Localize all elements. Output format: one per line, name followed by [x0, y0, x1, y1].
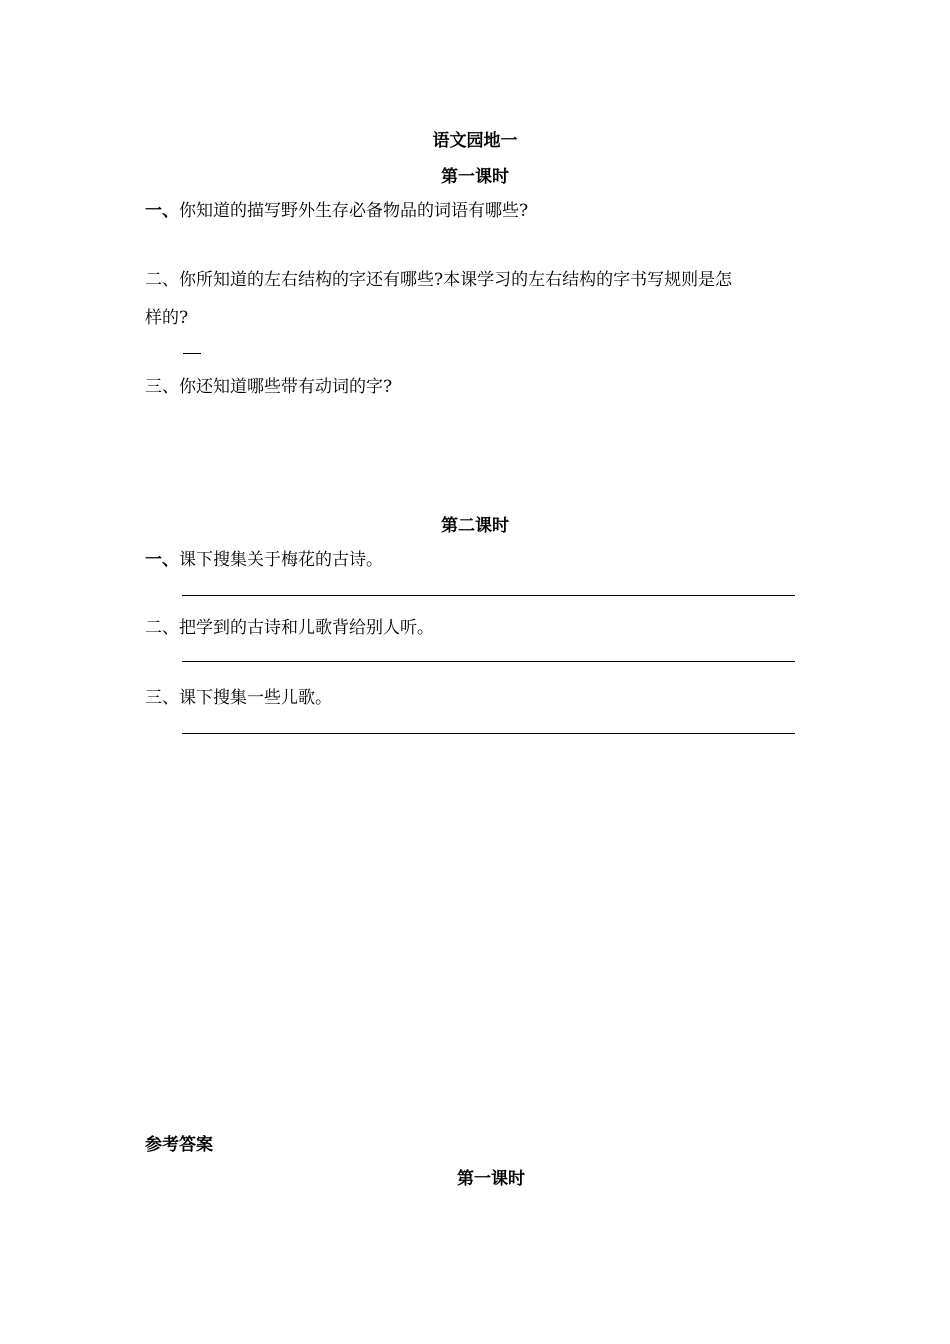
lesson2-question-1 — [145, 545, 383, 570]
question-text: 课下搜集关于梅花的古诗。 — [179, 550, 383, 570]
answer-line — [182, 733, 795, 734]
lesson1-question-2-line2: 样的? — [145, 308, 189, 328]
answers-heading: 参考答案 — [145, 1135, 213, 1155]
lesson1-question-1 — [145, 196, 528, 221]
answers-lesson1-heading: 第一课时 — [457, 1169, 525, 1189]
answer-blank-short — [183, 353, 201, 354]
lesson2-question-2: 二、把学到的古诗和儿歌背给别人听。 — [145, 618, 434, 638]
answer-line — [182, 595, 795, 596]
lesson2-heading: 第二课时 — [441, 516, 509, 536]
question-number: 一、 — [145, 201, 179, 221]
question-number: 一、 — [145, 550, 179, 570]
question-text: 你知道的描写野外生存必备物品的词语有哪些? — [179, 201, 529, 221]
lesson1-question-3: 三、你还知道哪些带有动词的字? — [145, 377, 393, 397]
lesson1-heading: 第一课时 — [441, 167, 509, 187]
document-title: 语文园地一 — [432, 131, 518, 151]
lesson1-question-2-line1: 二、你所知道的左右结构的字还有哪些?本课学习的左右结构的字书写规则是怎 — [145, 270, 733, 290]
answer-line — [182, 661, 795, 662]
lesson2-question-3: 三、课下搜集一些儿歌。 — [145, 688, 332, 708]
